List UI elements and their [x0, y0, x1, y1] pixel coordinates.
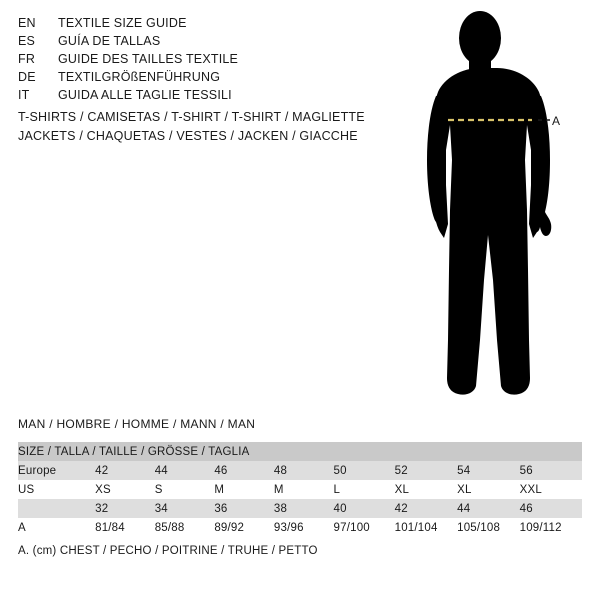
size-table [18, 442, 582, 537]
language-code: FR [18, 52, 36, 66]
language-code: ES [18, 34, 36, 48]
cell-value: 40 [334, 499, 395, 518]
cell-value: 89/92 [214, 518, 274, 537]
language-code: EN [18, 16, 36, 30]
cell-value: 44 [155, 461, 215, 480]
category-jackets: JACKETS / CHAQUETAS / VESTES / JACKEN / GIACCHE [18, 129, 358, 143]
cell-value: 50 [334, 461, 395, 480]
language-row [18, 70, 378, 88]
category-tshirts: T-SHIRTS / CAMISETAS / T-SHIRT / T-SHIRT / MAGLIETTE [18, 110, 365, 124]
table-row [18, 461, 582, 480]
cell-value: 36 [214, 499, 274, 518]
language-list [18, 16, 378, 106]
cell-value: XL [457, 480, 520, 499]
language-row [18, 16, 378, 34]
cell-value: 81/84 [95, 518, 155, 537]
table-header-label: SIZE / TALLA / TAILLE / GRÖSSE / TAGLIA [18, 442, 582, 461]
body-figure [400, 10, 600, 410]
table-row [18, 499, 582, 518]
language-title: GUÍA DE TALLAS [58, 34, 161, 48]
table-row [18, 480, 582, 499]
row-label: US [18, 480, 95, 499]
cell-value: 34 [155, 499, 215, 518]
cell-value: 38 [274, 499, 334, 518]
language-title: GUIDE DES TAILLES TEXTILE [58, 52, 239, 66]
male-silhouette-icon [400, 10, 600, 410]
cell-value: 42 [395, 499, 458, 518]
footnote: A. (cm) CHEST / PECHO / POITRINE / TRUHE / PETTO [18, 545, 318, 557]
garment-category-list [18, 110, 418, 148]
cell-value: 56 [520, 461, 582, 480]
cell-value: XXL [520, 480, 582, 499]
cell-value: 93/96 [274, 518, 334, 537]
row-label: A [18, 518, 95, 537]
callout-label-a: A [552, 114, 561, 128]
cell-value: 46 [520, 499, 582, 518]
cell-value: 105/108 [457, 518, 520, 537]
language-title: TEXTILE SIZE GUIDE [58, 16, 187, 30]
cell-value: 109/112 [520, 518, 582, 537]
cell-value: 101/104 [395, 518, 458, 537]
language-row [18, 88, 378, 106]
language-title: GUIDA ALLE TAGLIE TESSILI [58, 88, 232, 102]
table-header-row [18, 442, 582, 461]
cell-value: L [334, 480, 395, 499]
language-code: IT [18, 88, 30, 102]
table-row [18, 518, 582, 537]
cell-value: 97/100 [334, 518, 395, 537]
cell-value: 42 [95, 461, 155, 480]
cell-value: XS [95, 480, 155, 499]
language-row [18, 34, 378, 52]
row-label: Europe [18, 461, 95, 480]
cell-value: 52 [395, 461, 458, 480]
table-group-title: MAN / HOMBRE / HOMME / MANN / MAN [18, 417, 256, 431]
language-code: DE [18, 70, 36, 84]
cell-value: 54 [457, 461, 520, 480]
language-row [18, 52, 378, 70]
cell-value: 44 [457, 499, 520, 518]
cell-value: M [274, 480, 334, 499]
cell-value: 32 [95, 499, 155, 518]
cell-value: XL [395, 480, 458, 499]
cell-value: 85/88 [155, 518, 215, 537]
cell-value: M [214, 480, 274, 499]
cell-value: S [155, 480, 215, 499]
cell-value: 46 [214, 461, 274, 480]
row-label [18, 499, 95, 518]
cell-value: 48 [274, 461, 334, 480]
language-title: TEXTILGRÖßENFÜHRUNG [58, 70, 221, 84]
